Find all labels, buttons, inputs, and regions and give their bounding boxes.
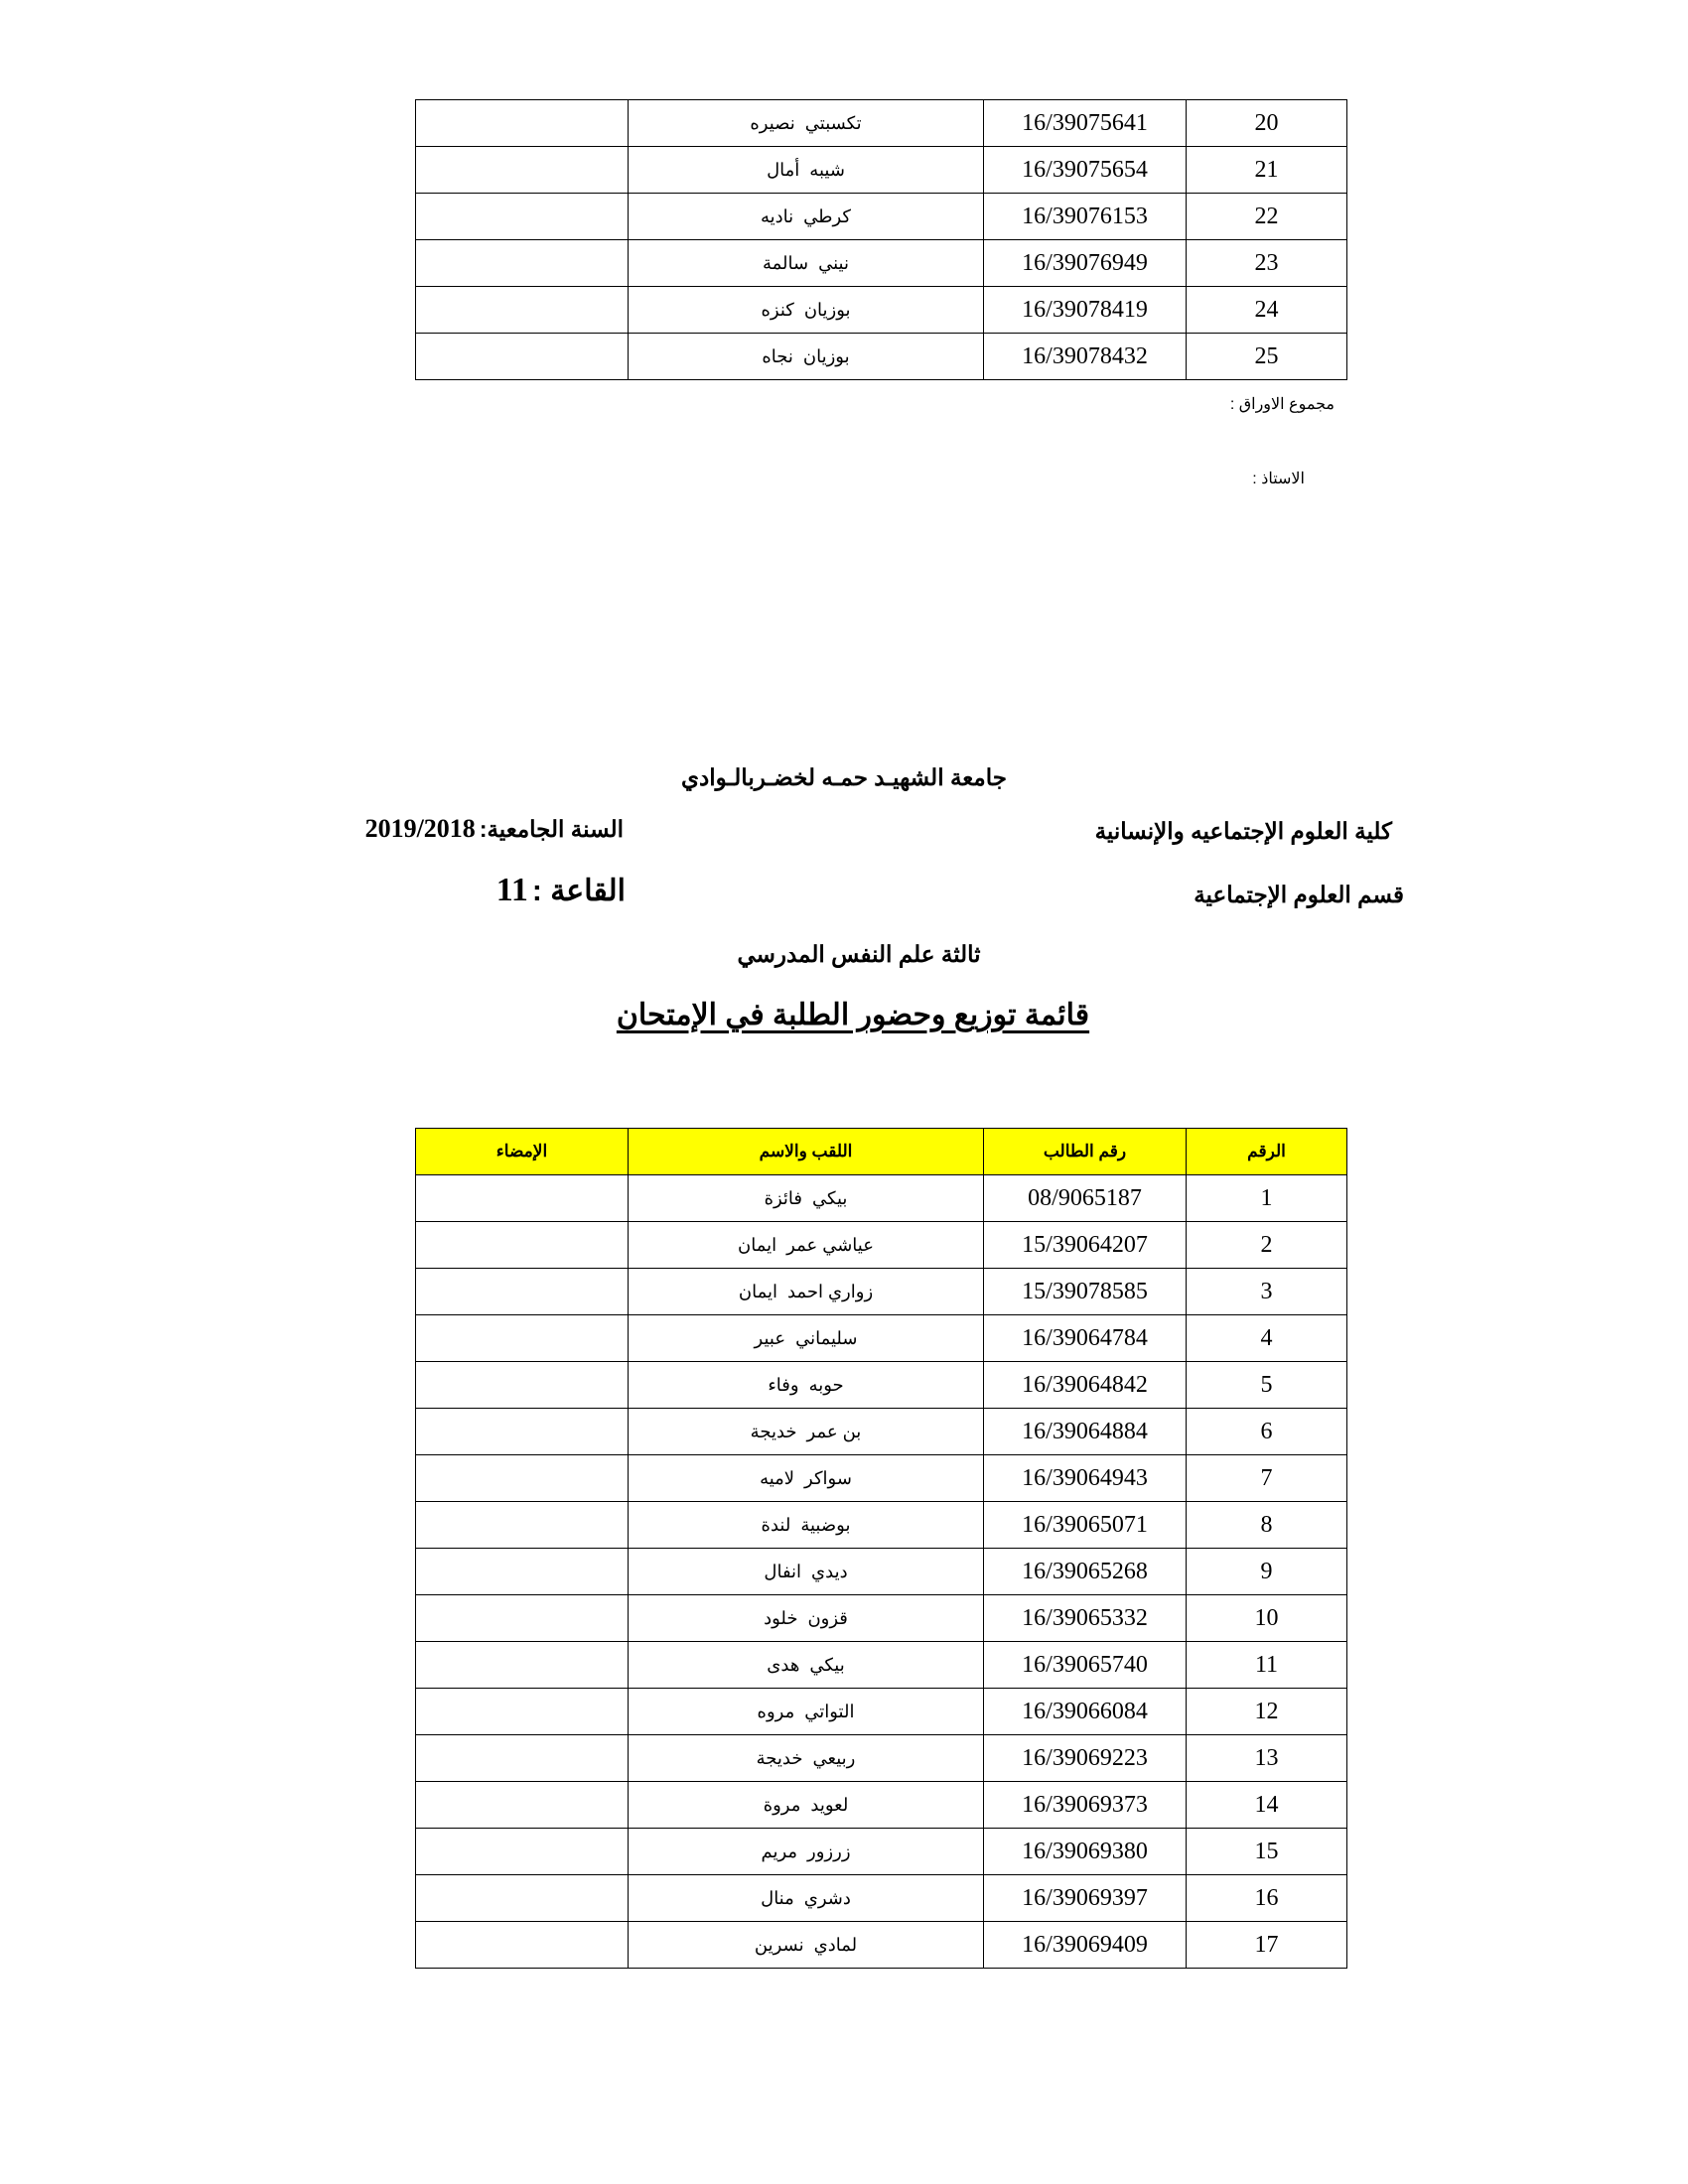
student-name: التواتي مروه xyxy=(629,1689,984,1735)
level-title: ثالثة علم النفس المدرسي xyxy=(737,941,981,967)
student-id: 16/39065268 xyxy=(984,1549,1187,1595)
row-number: 23 xyxy=(1187,240,1347,287)
row-number: 25 xyxy=(1187,334,1347,380)
professor-label: الاستاذ : xyxy=(1252,471,1305,487)
student-id: 08/9065187 xyxy=(984,1175,1187,1222)
table-row xyxy=(416,1409,1347,1455)
table-row xyxy=(416,1595,1347,1642)
row-number: 22 xyxy=(1187,194,1347,240)
student-id: 16/39064842 xyxy=(984,1362,1187,1409)
table-row xyxy=(416,240,1347,287)
row-number: 15 xyxy=(1187,1829,1347,1875)
signature-cell xyxy=(416,1689,629,1735)
student-name: ربيعي خديجة xyxy=(629,1735,984,1782)
row-number: 9 xyxy=(1187,1549,1347,1595)
row-number: 7 xyxy=(1187,1455,1347,1502)
signature-cell xyxy=(416,1735,629,1782)
student-id: 16/39076153 xyxy=(984,194,1187,240)
table-row xyxy=(416,1269,1347,1315)
table-row xyxy=(416,334,1347,380)
signature-cell xyxy=(416,1269,629,1315)
student-name: قزون خلود xyxy=(629,1595,984,1642)
room xyxy=(496,872,626,909)
signature-cell xyxy=(416,287,629,334)
signature-cell xyxy=(416,1642,629,1689)
signature-cell xyxy=(416,100,629,147)
row-number: 3 xyxy=(1187,1269,1347,1315)
signature-cell xyxy=(416,1315,629,1362)
academic-year xyxy=(365,814,624,844)
student-name: زرزور مريم xyxy=(629,1829,984,1875)
signature-cell xyxy=(416,1782,629,1829)
signature-cell xyxy=(416,334,629,380)
student-id: 16/39069223 xyxy=(984,1735,1187,1782)
student-name: بيكي هدى xyxy=(629,1642,984,1689)
university-name: جامعة الشهيـد حمـه لخضـربالـوادي xyxy=(681,764,1007,790)
row-number: 10 xyxy=(1187,1595,1347,1642)
table-row xyxy=(416,1689,1347,1735)
row-number: 5 xyxy=(1187,1362,1347,1409)
student-name: بيكي فائزة xyxy=(629,1175,984,1222)
signature-cell xyxy=(416,1222,629,1269)
student-id: 15/39078585 xyxy=(984,1269,1187,1315)
student-id: 16/39064943 xyxy=(984,1455,1187,1502)
signature-cell xyxy=(416,1595,629,1642)
table-row xyxy=(416,1315,1347,1362)
signature-cell xyxy=(416,1549,629,1595)
student-id: 16/39069373 xyxy=(984,1782,1187,1829)
table-row xyxy=(416,1222,1347,1269)
row-number: 24 xyxy=(1187,287,1347,334)
student-id: 16/39066084 xyxy=(984,1689,1187,1735)
table-row xyxy=(416,1502,1347,1549)
student-name: بوضبية لندة xyxy=(629,1502,984,1549)
student-name: عياشي عمر ايمان xyxy=(629,1222,984,1269)
student-id: 16/39078419 xyxy=(984,287,1187,334)
table-row xyxy=(416,100,1347,147)
row-number: 21 xyxy=(1187,147,1347,194)
column-header-name: اللقب والاسم xyxy=(629,1129,984,1175)
row-number: 11 xyxy=(1187,1642,1347,1689)
table-row xyxy=(416,1175,1347,1222)
student-id: 16/39064884 xyxy=(984,1409,1187,1455)
signature-cell xyxy=(416,194,629,240)
student-id: 16/39065071 xyxy=(984,1502,1187,1549)
department-name: قسم العلوم الإجتماعية xyxy=(1194,882,1404,907)
column-header-number: الرقم xyxy=(1187,1129,1347,1175)
student-name: زواري احمد ايمان xyxy=(629,1269,984,1315)
student-id: 16/39064784 xyxy=(984,1315,1187,1362)
signature-cell xyxy=(416,240,629,287)
student-id: 16/39065332 xyxy=(984,1595,1187,1642)
attendance-table xyxy=(415,1128,1347,1969)
table-row xyxy=(416,1455,1347,1502)
column-header-student-id: رقم الطالب xyxy=(984,1129,1187,1175)
student-name: دشري منال xyxy=(629,1875,984,1922)
student-name: نيني سالمة xyxy=(629,240,984,287)
row-number: 13 xyxy=(1187,1735,1347,1782)
signature-cell xyxy=(416,1362,629,1409)
student-id: 16/39076949 xyxy=(984,240,1187,287)
signature-cell xyxy=(416,1409,629,1455)
table-row xyxy=(416,1642,1347,1689)
row-number: 4 xyxy=(1187,1315,1347,1362)
row-number: 17 xyxy=(1187,1922,1347,1969)
table-row xyxy=(416,287,1347,334)
row-number: 2 xyxy=(1187,1222,1347,1269)
student-name: سليماني عبير xyxy=(629,1315,984,1362)
student-name: حوبه وفاء xyxy=(629,1362,984,1409)
row-number: 14 xyxy=(1187,1782,1347,1829)
student-name: كرطي ناديه xyxy=(629,194,984,240)
signature-cell xyxy=(416,1175,629,1222)
table-row xyxy=(416,1922,1347,1969)
student-name: لعويد مروة xyxy=(629,1782,984,1829)
student-name: تكسبتي نصيره xyxy=(629,100,984,147)
student-id: 16/39078432 xyxy=(984,334,1187,380)
student-id: 16/39075641 xyxy=(984,100,1187,147)
table-row xyxy=(416,1829,1347,1875)
row-number: 1 xyxy=(1187,1175,1347,1222)
table-row xyxy=(416,1362,1347,1409)
room-label: القاعة : xyxy=(531,875,626,907)
student-name: بن عمر خديجة xyxy=(629,1409,984,1455)
row-number: 20 xyxy=(1187,100,1347,147)
row-number: 8 xyxy=(1187,1502,1347,1549)
total-sheets-label: مجموع الاوراق : xyxy=(1229,396,1335,413)
page-title: قائمة توزيع وحضور الطلبة في الإمتحان xyxy=(616,999,1090,1031)
row-number: 6 xyxy=(1187,1409,1347,1455)
signature-cell xyxy=(416,1829,629,1875)
student-id: 15/39064207 xyxy=(984,1222,1187,1269)
table-row xyxy=(416,147,1347,194)
row-number: 16 xyxy=(1187,1875,1347,1922)
student-name: سواكر لاميه xyxy=(629,1455,984,1502)
signature-cell xyxy=(416,1455,629,1502)
signature-cell xyxy=(416,1922,629,1969)
attendance-table-body xyxy=(416,1175,1347,1969)
student-name: لمادي نسرين xyxy=(629,1922,984,1969)
signature-cell xyxy=(416,147,629,194)
table-row xyxy=(416,1549,1347,1595)
student-id: 16/39069409 xyxy=(984,1922,1187,1969)
column-header-signature: الإمضاء xyxy=(416,1129,629,1175)
signature-cell xyxy=(416,1875,629,1922)
table-row xyxy=(416,1875,1347,1922)
academic-year-value: 2019/2018 xyxy=(364,814,476,843)
faculty-name: كلية العلوم الإجتماعيه والإنسانية xyxy=(1094,818,1392,844)
student-id: 16/39075654 xyxy=(984,147,1187,194)
student-name: شيبه أمال xyxy=(629,147,984,194)
student-id: 16/39065740 xyxy=(984,1642,1187,1689)
signature-cell xyxy=(416,1502,629,1549)
continuation-table-body xyxy=(416,100,1347,380)
table-row xyxy=(416,1735,1347,1782)
student-id: 16/39069380 xyxy=(984,1829,1187,1875)
row-number: 12 xyxy=(1187,1689,1347,1735)
student-name: ديدي انفال xyxy=(629,1549,984,1595)
student-name: بوزيان كنزه xyxy=(629,287,984,334)
table-header-row xyxy=(416,1129,1347,1175)
student-name: بوزيان نجاه xyxy=(629,334,984,380)
student-id: 16/39069397 xyxy=(984,1875,1187,1922)
continuation-table xyxy=(415,99,1347,380)
table-row xyxy=(416,1782,1347,1829)
table-row xyxy=(416,194,1347,240)
academic-year-label: السنة الجامعية: xyxy=(479,816,624,842)
room-value: 11 xyxy=(495,872,528,908)
